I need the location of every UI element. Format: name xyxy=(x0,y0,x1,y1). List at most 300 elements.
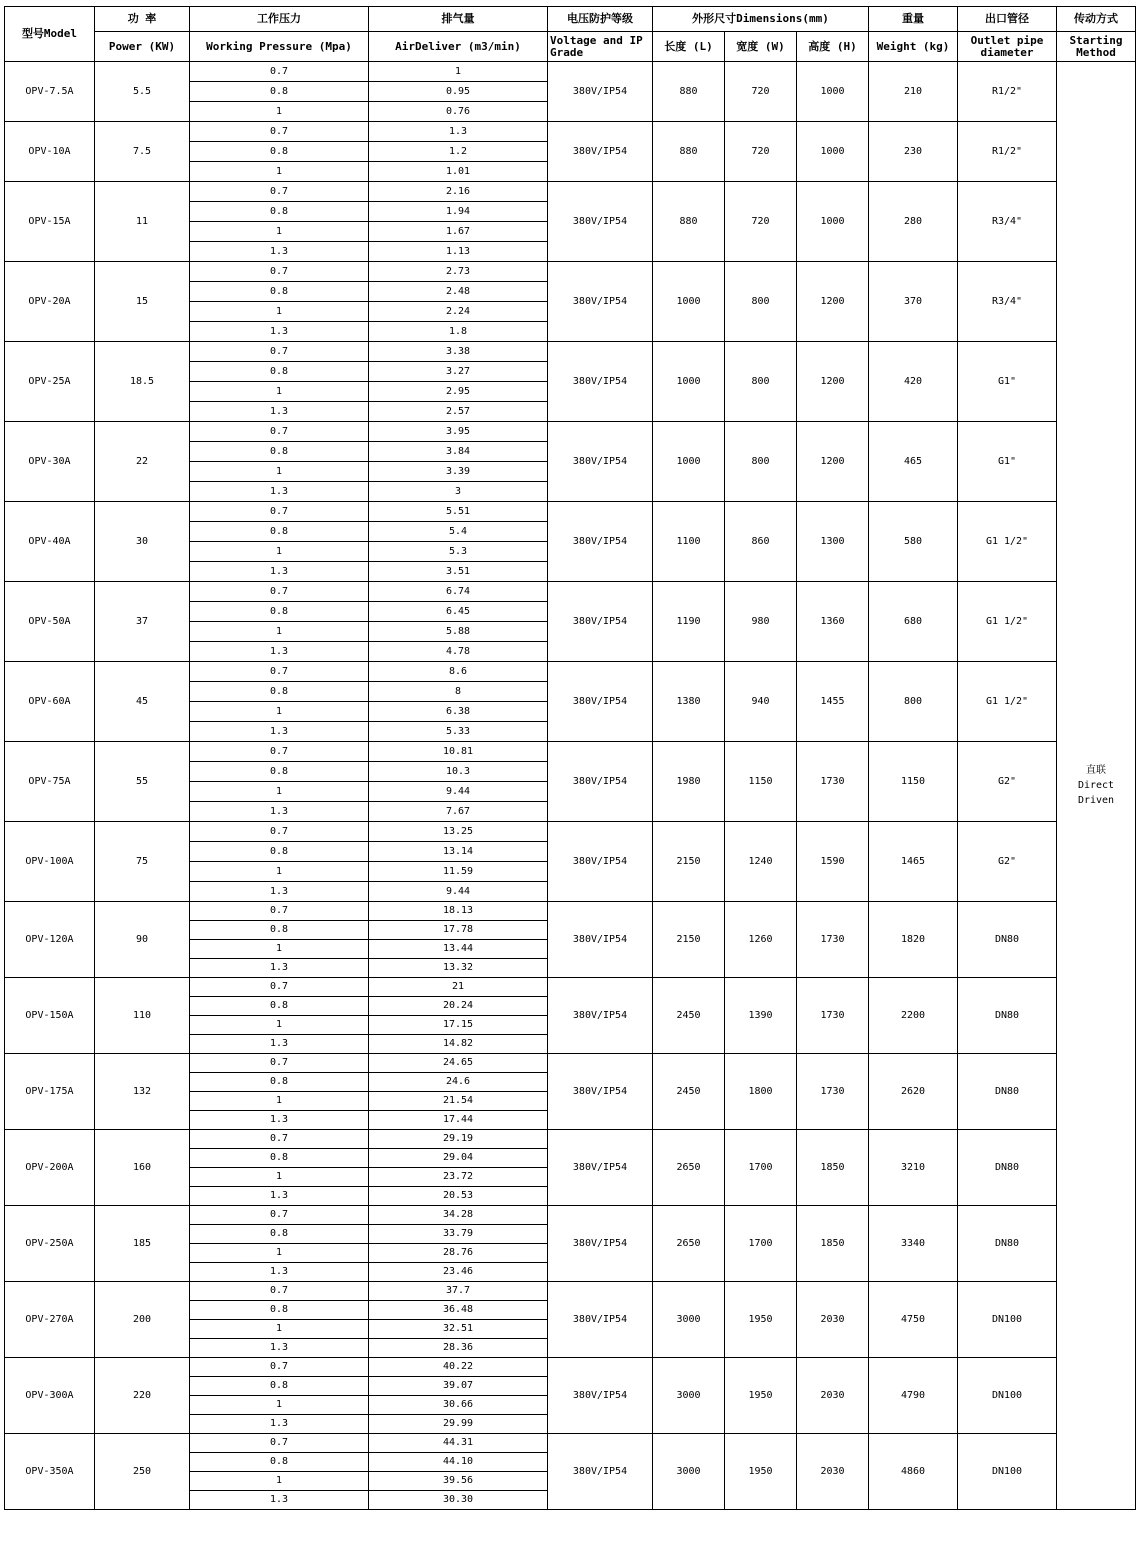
height-cell: 2030 xyxy=(797,1434,869,1510)
power-cell: 132 xyxy=(95,1054,190,1130)
length-cell: 2150 xyxy=(653,902,725,978)
air-deliver-cell: 39.56 xyxy=(369,1472,548,1491)
air-deliver-cell: 1.2 xyxy=(369,142,548,162)
length-cell: 3000 xyxy=(653,1358,725,1434)
pressure-cell: 1 xyxy=(190,462,369,482)
air-deliver-cell: 21 xyxy=(369,978,548,997)
pressure-cell: 0.7 xyxy=(190,822,369,842)
outlet-cell: G1 1/2" xyxy=(958,662,1057,742)
width-cell: 1700 xyxy=(725,1130,797,1206)
voltage-cell: 380V/IP54 xyxy=(548,1206,653,1282)
air-deliver-cell: 34.28 xyxy=(369,1206,548,1225)
voltage-cell: 380V/IP54 xyxy=(548,262,653,342)
pressure-cell: 1 xyxy=(190,862,369,882)
voltage-cell: 380V/IP54 xyxy=(548,902,653,978)
header-pressure-cn: 工作压力 xyxy=(190,7,369,32)
header-length: 长度 (L) xyxy=(653,32,725,62)
length-cell: 1100 xyxy=(653,502,725,582)
pressure-cell: 0.8 xyxy=(190,522,369,542)
pressure-cell: 0.7 xyxy=(190,502,369,522)
header-air-cn: 排气量 xyxy=(369,7,548,32)
pressure-cell: 0.8 xyxy=(190,1377,369,1396)
outlet-cell: G1" xyxy=(958,422,1057,502)
pressure-cell: 1.3 xyxy=(190,1111,369,1130)
power-cell: 18.5 xyxy=(95,342,190,422)
length-cell: 1380 xyxy=(653,662,725,742)
table-row xyxy=(5,182,1136,202)
height-cell: 1850 xyxy=(797,1130,869,1206)
pressure-cell: 0.7 xyxy=(190,1358,369,1377)
pressure-cell: 0.8 xyxy=(190,1453,369,1472)
weight-cell: 465 xyxy=(869,422,958,502)
air-deliver-cell: 30.30 xyxy=(369,1491,548,1510)
pressure-cell: 1 xyxy=(190,1396,369,1415)
length-cell: 1980 xyxy=(653,742,725,822)
weight-cell: 4750 xyxy=(869,1282,958,1358)
header-method-en: Starting Method xyxy=(1057,32,1136,62)
table-row xyxy=(5,122,1136,142)
width-cell: 1700 xyxy=(725,1206,797,1282)
air-deliver-cell: 33.79 xyxy=(369,1225,548,1244)
air-deliver-cell: 5.51 xyxy=(369,502,548,522)
pressure-cell: 0.7 xyxy=(190,1434,369,1453)
width-cell: 980 xyxy=(725,582,797,662)
air-deliver-cell: 3.39 xyxy=(369,462,548,482)
air-deliver-cell: 36.48 xyxy=(369,1301,548,1320)
header-power-cn: 功 率 xyxy=(95,7,190,32)
pressure-cell: 1 xyxy=(190,940,369,959)
model-cell: OPV-75A xyxy=(5,742,95,822)
pressure-cell: 1.3 xyxy=(190,1187,369,1206)
width-cell: 1390 xyxy=(725,978,797,1054)
width-cell: 720 xyxy=(725,62,797,122)
length-cell: 880 xyxy=(653,122,725,182)
air-deliver-cell: 2.48 xyxy=(369,282,548,302)
header-power-en: Power (KW) xyxy=(95,32,190,62)
pressure-cell: 0.8 xyxy=(190,142,369,162)
pressure-cell: 0.7 xyxy=(190,342,369,362)
height-cell: 1200 xyxy=(797,342,869,422)
table-row xyxy=(5,902,1136,921)
pressure-cell: 0.7 xyxy=(190,662,369,682)
pressure-cell: 1.3 xyxy=(190,562,369,582)
width-cell: 1150 xyxy=(725,742,797,822)
width-cell: 1240 xyxy=(725,822,797,902)
length-cell: 2650 xyxy=(653,1206,725,1282)
voltage-cell: 380V/IP54 xyxy=(548,422,653,502)
pressure-cell: 1.3 xyxy=(190,1339,369,1358)
power-cell: 11 xyxy=(95,182,190,262)
pressure-cell: 0.7 xyxy=(190,1206,369,1225)
air-deliver-cell: 39.07 xyxy=(369,1377,548,1396)
air-deliver-cell: 8.6 xyxy=(369,662,548,682)
air-deliver-cell: 28.76 xyxy=(369,1244,548,1263)
air-deliver-cell: 1.94 xyxy=(369,202,548,222)
pressure-cell: 1 xyxy=(190,542,369,562)
power-cell: 110 xyxy=(95,978,190,1054)
power-cell: 185 xyxy=(95,1206,190,1282)
table-row xyxy=(5,62,1136,82)
header-dimensions: 外形尺寸Dimensions(mm) xyxy=(653,7,869,32)
outlet-cell: DN100 xyxy=(958,1282,1057,1358)
air-deliver-cell: 40.22 xyxy=(369,1358,548,1377)
width-cell: 800 xyxy=(725,262,797,342)
model-cell: OPV-120A xyxy=(5,902,95,978)
pressure-cell: 0.7 xyxy=(190,1282,369,1301)
pressure-cell: 1.3 xyxy=(190,802,369,822)
pressure-cell: 0.7 xyxy=(190,1054,369,1073)
height-cell: 2030 xyxy=(797,1282,869,1358)
air-deliver-cell: 18.13 xyxy=(369,902,548,921)
table-row xyxy=(5,582,1136,602)
pressure-cell: 0.8 xyxy=(190,997,369,1016)
outlet-cell: DN100 xyxy=(958,1358,1057,1434)
pressure-cell: 0.8 xyxy=(190,1301,369,1320)
table-row xyxy=(5,822,1136,842)
power-cell: 30 xyxy=(95,502,190,582)
header-method-cn: 传动方式 xyxy=(1057,7,1136,32)
air-deliver-cell: 1.3 xyxy=(369,122,548,142)
header-pressure-en: Working Pressure (Mpa) xyxy=(190,32,369,62)
weight-cell: 2620 xyxy=(869,1054,958,1130)
height-cell: 1730 xyxy=(797,902,869,978)
air-deliver-cell: 20.53 xyxy=(369,1187,548,1206)
length-cell: 3000 xyxy=(653,1282,725,1358)
voltage-cell: 380V/IP54 xyxy=(548,582,653,662)
air-deliver-cell: 3.51 xyxy=(369,562,548,582)
header-voltage-cn: 电压防护等级 xyxy=(548,7,653,32)
length-cell: 2150 xyxy=(653,822,725,902)
header-width: 宽度 (W) xyxy=(725,32,797,62)
voltage-cell: 380V/IP54 xyxy=(548,1434,653,1510)
pressure-cell: 1.3 xyxy=(190,642,369,662)
weight-cell: 2200 xyxy=(869,978,958,1054)
height-cell: 1730 xyxy=(797,742,869,822)
starting-method-cell xyxy=(1057,62,1136,1510)
air-deliver-cell: 11.59 xyxy=(369,862,548,882)
pressure-cell: 0.8 xyxy=(190,362,369,382)
header-air-en: AirDeliver (m3/min) xyxy=(369,32,548,62)
pressure-cell: 0.7 xyxy=(190,62,369,82)
height-cell: 1730 xyxy=(797,978,869,1054)
width-cell: 1950 xyxy=(725,1282,797,1358)
pressure-cell: 1 xyxy=(190,1320,369,1339)
pressure-cell: 1.3 xyxy=(190,722,369,742)
height-cell: 1000 xyxy=(797,62,869,122)
pressure-cell: 0.7 xyxy=(190,742,369,762)
height-cell: 1360 xyxy=(797,582,869,662)
air-deliver-cell: 3.84 xyxy=(369,442,548,462)
height-cell: 1000 xyxy=(797,182,869,262)
pressure-cell: 1.3 xyxy=(190,1491,369,1510)
voltage-cell: 380V/IP54 xyxy=(548,978,653,1054)
pressure-cell: 1 xyxy=(190,1472,369,1491)
air-deliver-cell: 17.44 xyxy=(369,1111,548,1130)
power-cell: 7.5 xyxy=(95,122,190,182)
height-cell: 1455 xyxy=(797,662,869,742)
air-deliver-cell: 2.57 xyxy=(369,402,548,422)
air-deliver-cell: 7.67 xyxy=(369,802,548,822)
table-row xyxy=(5,342,1136,362)
voltage-cell: 380V/IP54 xyxy=(548,1282,653,1358)
weight-cell: 280 xyxy=(869,182,958,262)
pressure-cell: 0.8 xyxy=(190,1225,369,1244)
model-cell: OPV-270A xyxy=(5,1282,95,1358)
table-row xyxy=(5,1434,1136,1453)
air-deliver-cell: 23.72 xyxy=(369,1168,548,1187)
width-cell: 800 xyxy=(725,342,797,422)
model-cell: OPV-300A xyxy=(5,1358,95,1434)
power-cell: 220 xyxy=(95,1358,190,1434)
pressure-cell: 1 xyxy=(190,382,369,402)
air-deliver-cell: 29.04 xyxy=(369,1149,548,1168)
pressure-cell: 0.8 xyxy=(190,682,369,702)
voltage-cell: 380V/IP54 xyxy=(548,742,653,822)
outlet-cell: DN80 xyxy=(958,1130,1057,1206)
model-cell: OPV-10A xyxy=(5,122,95,182)
header-outlet-en: Outlet pipe diameter xyxy=(958,32,1057,62)
pressure-cell: 1 xyxy=(190,302,369,322)
voltage-cell: 380V/IP54 xyxy=(548,822,653,902)
height-cell: 1000 xyxy=(797,122,869,182)
air-deliver-cell: 13.44 xyxy=(369,940,548,959)
pressure-cell: 0.8 xyxy=(190,921,369,940)
air-deliver-cell: 10.81 xyxy=(369,742,548,762)
pressure-cell: 1 xyxy=(190,1016,369,1035)
outlet-cell: DN80 xyxy=(958,1206,1057,1282)
air-deliver-cell: 28.36 xyxy=(369,1339,548,1358)
length-cell: 1000 xyxy=(653,262,725,342)
air-deliver-cell: 17.78 xyxy=(369,921,548,940)
length-cell: 2650 xyxy=(653,1130,725,1206)
height-cell: 1850 xyxy=(797,1206,869,1282)
width-cell: 720 xyxy=(725,122,797,182)
pressure-cell: 0.7 xyxy=(190,978,369,997)
weight-cell: 4860 xyxy=(869,1434,958,1510)
pressure-cell: 0.7 xyxy=(190,122,369,142)
outlet-cell: G1 1/2" xyxy=(958,582,1057,662)
width-cell: 1800 xyxy=(725,1054,797,1130)
outlet-cell: G1 1/2" xyxy=(958,502,1057,582)
pressure-cell: 0.8 xyxy=(190,442,369,462)
voltage-cell: 380V/IP54 xyxy=(548,1130,653,1206)
weight-cell: 3340 xyxy=(869,1206,958,1282)
length-cell: 1190 xyxy=(653,582,725,662)
length-cell: 1000 xyxy=(653,342,725,422)
model-cell: OPV-40A xyxy=(5,502,95,582)
model-cell: OPV-60A xyxy=(5,662,95,742)
air-deliver-cell: 4.78 xyxy=(369,642,548,662)
air-deliver-cell: 23.46 xyxy=(369,1263,548,1282)
length-cell: 1000 xyxy=(653,422,725,502)
outlet-cell: R1/2" xyxy=(958,62,1057,122)
length-cell: 2450 xyxy=(653,978,725,1054)
air-deliver-cell: 1.8 xyxy=(369,322,548,342)
model-cell: OPV-150A xyxy=(5,978,95,1054)
air-deliver-cell: 1.01 xyxy=(369,162,548,182)
voltage-cell: 380V/IP54 xyxy=(548,342,653,422)
air-deliver-cell: 24.65 xyxy=(369,1054,548,1073)
weight-cell: 3210 xyxy=(869,1130,958,1206)
air-deliver-cell: 1 xyxy=(369,62,548,82)
voltage-cell: 380V/IP54 xyxy=(548,182,653,262)
power-cell: 5.5 xyxy=(95,62,190,122)
pressure-cell: 0.7 xyxy=(190,902,369,921)
power-cell: 75 xyxy=(95,822,190,902)
air-deliver-cell: 44.31 xyxy=(369,1434,548,1453)
table-row xyxy=(5,978,1136,997)
power-cell: 160 xyxy=(95,1130,190,1206)
length-cell: 3000 xyxy=(653,1434,725,1510)
voltage-cell: 380V/IP54 xyxy=(548,122,653,182)
table-row xyxy=(5,662,1136,682)
pressure-cell: 1.3 xyxy=(190,1263,369,1282)
air-deliver-cell: 32.51 xyxy=(369,1320,548,1339)
method-value-cn: 直联 xyxy=(1086,765,1107,776)
air-deliver-cell: 5.4 xyxy=(369,522,548,542)
air-deliver-cell: 13.14 xyxy=(369,842,548,862)
pressure-cell: 1.3 xyxy=(190,482,369,502)
height-cell: 2030 xyxy=(797,1358,869,1434)
pressure-cell: 0.7 xyxy=(190,582,369,602)
outlet-cell: G2" xyxy=(958,742,1057,822)
power-cell: 37 xyxy=(95,582,190,662)
table-row xyxy=(5,1282,1136,1301)
spec-table xyxy=(4,6,1136,1510)
pressure-cell: 0.7 xyxy=(190,422,369,442)
air-deliver-cell: 29.19 xyxy=(369,1130,548,1149)
pressure-cell: 1.3 xyxy=(190,1035,369,1054)
outlet-cell: DN80 xyxy=(958,978,1057,1054)
air-deliver-cell: 3.27 xyxy=(369,362,548,382)
weight-cell: 1820 xyxy=(869,902,958,978)
air-deliver-cell: 21.54 xyxy=(369,1092,548,1111)
table-row xyxy=(5,1130,1136,1149)
air-deliver-cell: 6.38 xyxy=(369,702,548,722)
header-model: 型号Model xyxy=(5,7,95,62)
width-cell: 860 xyxy=(725,502,797,582)
outlet-cell: R3/4" xyxy=(958,182,1057,262)
outlet-cell: DN80 xyxy=(958,902,1057,978)
air-deliver-cell: 2.73 xyxy=(369,262,548,282)
pressure-cell: 1 xyxy=(190,102,369,122)
length-cell: 880 xyxy=(653,62,725,122)
length-cell: 880 xyxy=(653,182,725,262)
air-deliver-cell: 14.82 xyxy=(369,1035,548,1054)
pressure-cell: 0.8 xyxy=(190,762,369,782)
table-row xyxy=(5,1358,1136,1377)
model-cell: OPV-25A xyxy=(5,342,95,422)
height-cell: 1200 xyxy=(797,422,869,502)
weight-cell: 230 xyxy=(869,122,958,182)
width-cell: 940 xyxy=(725,662,797,742)
pressure-cell: 1 xyxy=(190,1092,369,1111)
model-cell: OPV-15A xyxy=(5,182,95,262)
width-cell: 720 xyxy=(725,182,797,262)
width-cell: 800 xyxy=(725,422,797,502)
weight-cell: 4790 xyxy=(869,1358,958,1434)
header-weight-cn: 重量 xyxy=(869,7,958,32)
pressure-cell: 0.8 xyxy=(190,842,369,862)
voltage-cell: 380V/IP54 xyxy=(548,502,653,582)
model-cell: OPV-175A xyxy=(5,1054,95,1130)
air-deliver-cell: 6.45 xyxy=(369,602,548,622)
voltage-cell: 380V/IP54 xyxy=(548,1054,653,1130)
model-cell: OPV-7.5A xyxy=(5,62,95,122)
outlet-cell: R3/4" xyxy=(958,262,1057,342)
header-height: 高度 (H) xyxy=(797,32,869,62)
header-weight-en: Weight (kg) xyxy=(869,32,958,62)
pressure-cell: 0.7 xyxy=(190,262,369,282)
model-cell: OPV-250A xyxy=(5,1206,95,1282)
air-deliver-cell: 13.25 xyxy=(369,822,548,842)
table-row xyxy=(5,422,1136,442)
header-outlet-cn: 出口管径 xyxy=(958,7,1057,32)
table-row xyxy=(5,1206,1136,1225)
model-cell: OPV-20A xyxy=(5,262,95,342)
air-deliver-cell: 3.38 xyxy=(369,342,548,362)
weight-cell: 370 xyxy=(869,262,958,342)
model-cell: OPV-50A xyxy=(5,582,95,662)
air-deliver-cell: 3.95 xyxy=(369,422,548,442)
width-cell: 1950 xyxy=(725,1358,797,1434)
air-deliver-cell: 5.88 xyxy=(369,622,548,642)
air-deliver-cell: 2.16 xyxy=(369,182,548,202)
air-deliver-cell: 5.3 xyxy=(369,542,548,562)
model-cell: OPV-200A xyxy=(5,1130,95,1206)
weight-cell: 680 xyxy=(869,582,958,662)
power-cell: 22 xyxy=(95,422,190,502)
power-cell: 55 xyxy=(95,742,190,822)
pressure-cell: 0.8 xyxy=(190,82,369,102)
pressure-cell: 1.3 xyxy=(190,242,369,262)
power-cell: 200 xyxy=(95,1282,190,1358)
pressure-cell: 1 xyxy=(190,1244,369,1263)
air-deliver-cell: 0.76 xyxy=(369,102,548,122)
width-cell: 1950 xyxy=(725,1434,797,1510)
height-cell: 1730 xyxy=(797,1054,869,1130)
air-deliver-cell: 2.95 xyxy=(369,382,548,402)
pressure-cell: 0.8 xyxy=(190,1149,369,1168)
power-cell: 90 xyxy=(95,902,190,978)
table-row xyxy=(5,262,1136,282)
air-deliver-cell: 0.95 xyxy=(369,82,548,102)
power-cell: 15 xyxy=(95,262,190,342)
outlet-cell: G1" xyxy=(958,342,1057,422)
power-cell: 250 xyxy=(95,1434,190,1510)
weight-cell: 800 xyxy=(869,662,958,742)
air-deliver-cell: 44.10 xyxy=(369,1453,548,1472)
pressure-cell: 1 xyxy=(190,782,369,802)
table-row xyxy=(5,1054,1136,1073)
model-cell: OPV-30A xyxy=(5,422,95,502)
air-deliver-cell: 29.99 xyxy=(369,1415,548,1434)
pressure-cell: 0.7 xyxy=(190,182,369,202)
method-value-en: Direct Driven xyxy=(1077,780,1115,806)
weight-cell: 420 xyxy=(869,342,958,422)
outlet-cell: R1/2" xyxy=(958,122,1057,182)
model-cell: OPV-100A xyxy=(5,822,95,902)
weight-cell: 1150 xyxy=(869,742,958,822)
air-deliver-cell: 37.7 xyxy=(369,1282,548,1301)
pressure-cell: 1 xyxy=(190,222,369,242)
air-deliver-cell: 9.44 xyxy=(369,782,548,802)
air-deliver-cell: 3 xyxy=(369,482,548,502)
voltage-cell: 380V/IP54 xyxy=(548,1358,653,1434)
header-voltage-en: Voltage and IP Grade xyxy=(548,32,653,62)
air-deliver-cell: 17.15 xyxy=(369,1016,548,1035)
pressure-cell: 1.3 xyxy=(190,959,369,978)
